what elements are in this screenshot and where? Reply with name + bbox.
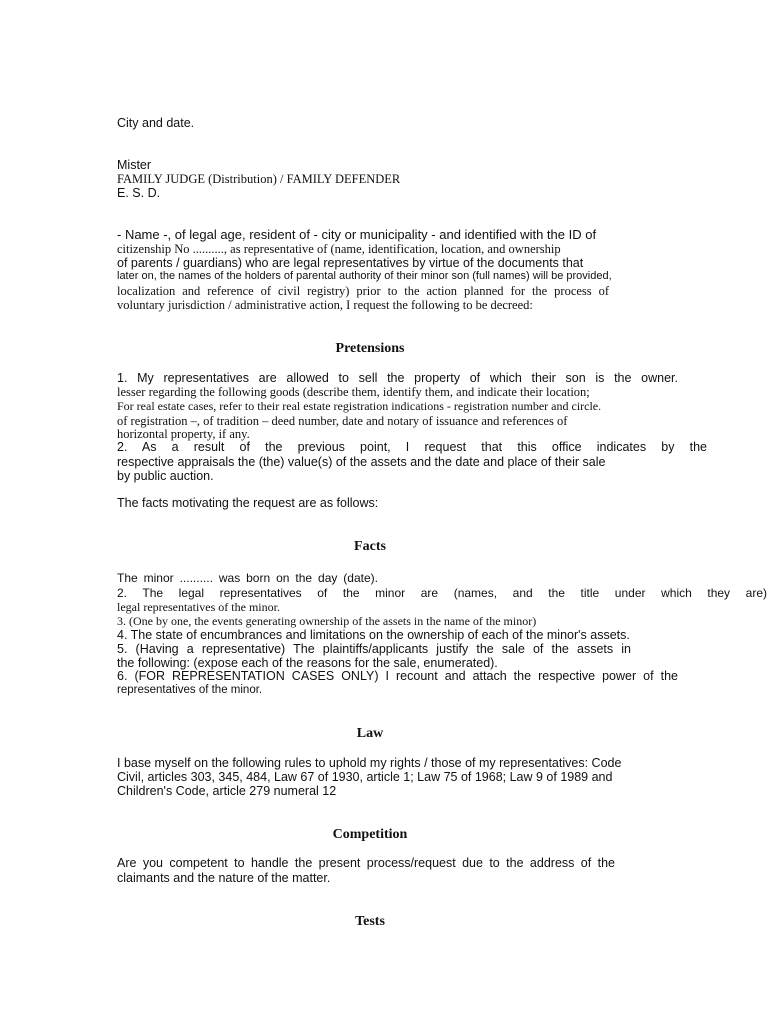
intro-line: localization and reference of civil registry) prior to the action planned for the process of [117,284,609,298]
law-line: Civil, articles 303, 345, 484, Law 67 of 1930, article 1; Law 75 of 1968; Law 9 of 1989 and [117,770,613,784]
pretension-line: of registration –, of tradition – deed number, date and notary of issuance and references of [117,414,568,428]
intro-line: - Name -, of legal age, resident of - city or municipality - and identified with the ID of [117,227,597,242]
intro-line: of parents / guardians) who are legal representatives by virtue of the documents that [117,256,584,270]
pretension-line: by public auction. [117,469,214,483]
competition-line: Are you competent to handle the present process/request due to the address of the [117,856,615,870]
fact-line: 5. (Having a representative) The plaintiffs/applicants justify the sale of the assets in [117,642,631,656]
intro-line: voluntary jurisdiction / administrative action, I request the following to be decreed: [117,298,533,312]
competition-line: claimants and the nature of the matter. [117,871,331,885]
fact-line: representatives of the minor. [117,684,263,696]
section-heading-facts: Facts [354,539,386,554]
fact-line: legal representatives of the minor. [117,600,280,614]
pretension-line: The facts motivating the request are as follows: [117,496,379,510]
section-heading-pretensions: Pretensions [335,341,405,356]
intro-line: later on, the names of the holders of parental authority of their minor son (full names) will be provided, [117,270,612,282]
addressee-name: FAMILY JUDGE (Distribution) / FAMILY DEFENDER [117,172,401,186]
fact-line: the following: (expose each of the reasons for the sale, enumerated). [117,656,498,670]
fact-line: 2. The legal representatives of the minor are (names, and the title under which they are) [117,586,767,600]
section-heading-competition: Competition [332,827,408,842]
pretension-line: respective appraisals the (the) value(s) of the assets and the date and place of their sale [117,455,606,469]
addressee-esd: E. S. D. [117,186,161,200]
city-date: City and date. [117,116,195,130]
pretension-line: 1. My representatives are allowed to sell the property of which their son is the owner. [117,371,678,385]
section-heading-tests: Tests [355,914,385,929]
pretension-line: lesser regarding the following goods (describe them, identify them, and indicate their location; [117,385,590,399]
fact-line: The minor .......... was born on the day (date). [117,571,378,585]
fact-line: 3. (One by one, the events generating ownership of the assets in the name of the minor) [117,614,537,628]
addressee-title: Mister [117,158,152,172]
fact-line: 4. The state of encumbrances and limitations on the ownership of each of the minor's assets. [117,628,630,642]
section-heading-law: Law [356,726,384,741]
law-line: Children's Code, article 279 numeral 12 [117,784,337,798]
fact-line: 6. (FOR REPRESENTATION CASES ONLY) I recount and attach the respective power of the [117,669,678,683]
pretension-line: 2. As a result of the previous point, I request that this office indicates by the [117,440,707,454]
pretension-line: For real estate cases, refer to their real estate registration indications - registration number and circle. [117,399,602,413]
law-line: I base myself on the following rules to uphold my rights / those of my representatives: Code [117,756,622,770]
intro-line: citizenship No .........., as representative of (name, identification, location, and ownership [117,242,561,256]
pretension-line: horizontal property, if any. [117,427,250,441]
